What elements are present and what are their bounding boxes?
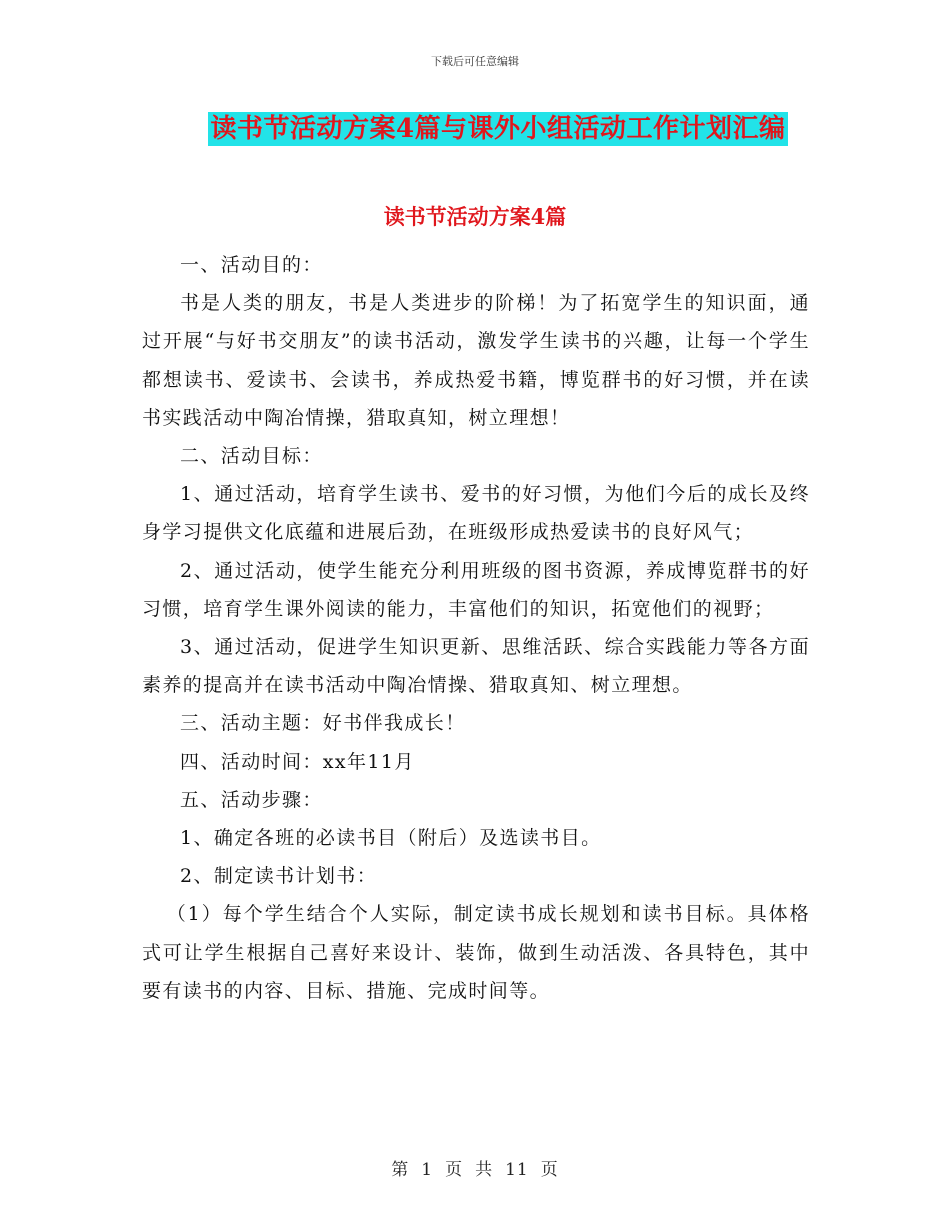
paragraph-step-2-sub-1: （1）每个学生结合个人实际，制定读书成长规划和读书目标。具体格式可让学生根据自己喜好来设计、装饰，做到生动活泼、各具特色，其中要有读书的内容、目标、措施、完成时间等。 (142, 903, 810, 1002)
paragraph-step-1: 1、确定各班的必读书目（附后）及选读书目。 (180, 827, 602, 850)
paragraph-purpose: 书是人类的朋友，书是人类进步的阶梯！为了拓宽学生的知识面，通过开展“与好书交朋友”的读书活动，激发学生读书的兴趣，让每一个学生都想读书、爱读书、会读书，养成热爱书籍，博览群书的好习惯，并在读书实践活动中陶冶情操，猎取真知，树立理想！ (142, 292, 810, 429)
paragraph-purpose-heading: 一、活动目的： (180, 254, 323, 276)
section-title: 读书节活动方案4篇 (383, 204, 567, 229)
doc-title: 读书节活动方案4篇与课外小组活动工作计划汇编 (210, 114, 786, 144)
footer-total-pages: 11 (505, 1160, 529, 1180)
paragraph-goal-2: 2、通过活动，使学生能充分利用班级的图书资源，养成博览群书的好习惯，培育学生课外阅读的能力，丰富他们的知识，拓宽他们的视野； (142, 559, 810, 620)
paragraph-goal-1: 1、通过活动，培育学生读书、爱书的好习惯，为他们今后的成长及终身学习提供文化底蕴和进展后劲，在班级形成热爱读书的良好风气； (142, 483, 810, 544)
paragraph-time: 四、活动时间：xx年11月 (180, 750, 415, 773)
page-footer (0, 1155, 950, 1180)
footer-page-prefix: 第 (391, 1160, 410, 1180)
footer-total-suffix: 页 (540, 1160, 559, 1180)
paragraph-steps-heading: 五、活动步骤： (180, 788, 323, 811)
header-note: 下载后可任意编辑 (431, 55, 519, 68)
footer-page-number: 1 (421, 1160, 434, 1180)
paragraph-goal-3: 3、通过活动，促进学生知识更新、思维活跃、综合实践能力等各方面素养的提高并在读书活动中陶冶情操、猎取真知、树立理想。 (142, 636, 810, 697)
paragraph-step-2: 2、制定读书计划书： (180, 865, 378, 888)
footer-page-label: 页 (445, 1160, 464, 1180)
paragraph-theme: 三、活动主题：好书伴我成长！ (180, 712, 466, 735)
paragraph-goals-heading: 二、活动目标： (180, 445, 323, 468)
doc-title-container (0, 112, 950, 146)
document-body (142, 246, 810, 1010)
footer-total-prefix: 共 (475, 1160, 494, 1180)
